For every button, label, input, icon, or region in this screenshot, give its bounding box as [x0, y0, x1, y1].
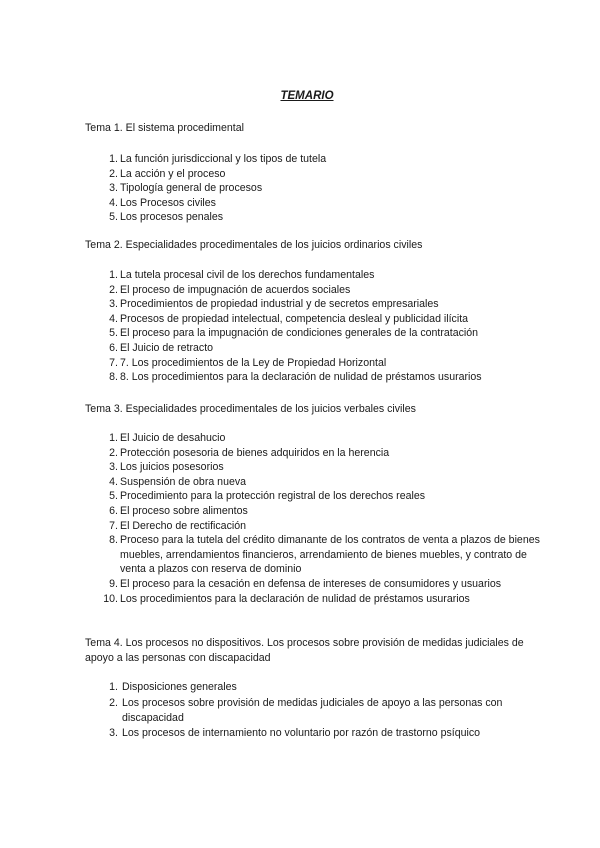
- list-item: 2. Protección posesoria de bienes adquiridos en la herencia: [109, 446, 390, 459]
- list-item: 5. El proceso para la impugnación de condiciones generales de la contratación: [109, 327, 479, 340]
- list-item: 7. 7. Los procedimientos de la Ley de Propiedad Horizontal: [109, 356, 387, 369]
- tema-2-heading: Tema 2. Especialidades procedimentales de los juicios ordinarios civiles: [85, 239, 423, 251]
- list-item: 1. El Juicio de desahucio: [109, 432, 226, 444]
- list-item: 2. Los procesos sobre provisión de medidas judiciales de apoyo a las personas con discapacidad: [109, 696, 503, 724]
- list-item: 4. Procesos de propiedad intelectual, competencia desleal y publicidad ilícita: [109, 312, 469, 325]
- tema-4-list: [102, 680, 532, 742]
- list-item: 3. Procedimientos de propiedad industrial y de secretos empresariales: [109, 298, 439, 311]
- list-item: 3. Los procesos de internamiento no voluntario por razón de trastorno psíquico: [109, 727, 481, 740]
- list-item: 3. Los juicios posesorios: [109, 461, 224, 474]
- list-item: 4. Suspensión de obra nueva: [109, 475, 247, 488]
- list-item: 2. El proceso de impugnación de acuerdos sociales: [109, 283, 351, 296]
- list-item: 10. Los procedimientos para la declaración de nulidad de préstamos usurarios: [103, 592, 470, 605]
- list-item: 5. Los procesos penales: [109, 211, 224, 224]
- list-item: 6. El Juicio de retracto: [109, 341, 214, 354]
- tema-3-list: [102, 431, 542, 606]
- tema-1-list: [102, 152, 542, 225]
- list-item: 6. El proceso sobre alimentos: [109, 504, 248, 517]
- tema-4-heading: Tema 4. Los procesos no dispositivos. Los procesos sobre provisión de medidas judiciales de apoyo a las personas con discapacidad: [85, 637, 524, 664]
- list-item: 1. Disposiciones generales: [109, 681, 237, 693]
- list-item: 4. Los Procesos civiles: [109, 196, 216, 209]
- page-title: TEMARIO: [280, 90, 334, 102]
- tema-2-list: [102, 268, 542, 385]
- list-item: 9. El proceso para la cesación en defensa de intereses de consumidores y usuarios: [109, 577, 502, 590]
- list-item: 2. La acción y el proceso: [109, 167, 226, 180]
- list-item: 8. 8. Los procedimientos para la declaración de nulidad de préstamos usurarios: [109, 371, 482, 384]
- list-item: 5. Procedimiento para la protección registral de los derechos reales: [109, 490, 426, 503]
- list-item: 1. La tutela procesal civil de los derechos fundamentales: [109, 269, 375, 281]
- list-item: 1. La función jurisdiccional y los tipos de tutela: [109, 153, 327, 165]
- list-item: 7. El Derecho de rectificación: [109, 519, 247, 532]
- list-item: 8. Proceso para la tutela del crédito dimanante de los contratos de venta a plazos de bienes muebles, arrendamientos financieros, arrendamiento de bienes muebles, y contrato de venta a plazos con reserva de dominio: [109, 534, 540, 576]
- tema-3-heading: Tema 3. Especialidades procedimentales de los juicios verbales civiles: [85, 403, 416, 415]
- tema-1-heading: Tema 1. El sistema procedimental: [85, 122, 244, 134]
- list-item: 3. Tipología general de procesos: [109, 182, 263, 195]
